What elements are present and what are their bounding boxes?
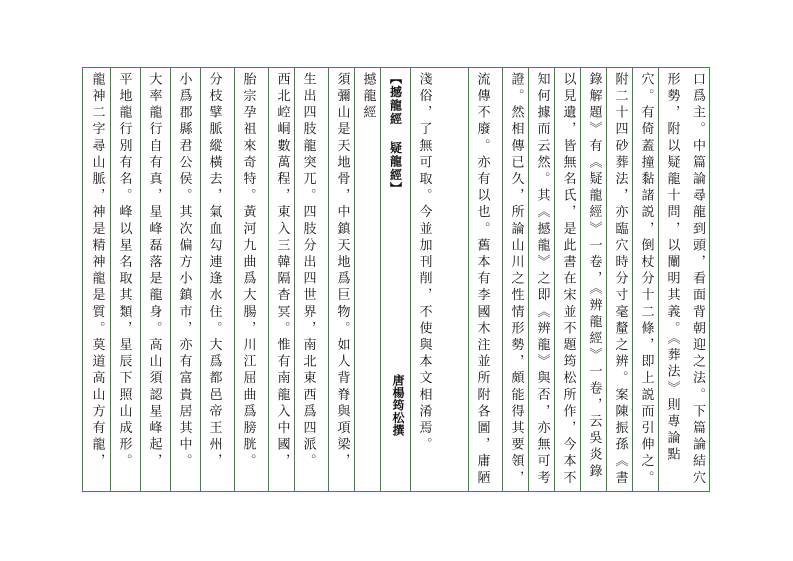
text-column-21: [82, 67, 110, 492]
text-column-5: [580, 67, 606, 492]
author-signature: 唐楊筠松撰: [391, 374, 405, 437]
text-column-4: [606, 67, 632, 492]
text-column-2: [658, 67, 684, 492]
text-column-6: [554, 67, 580, 492]
column-text: 淺俗，了無可取。今並加刊削，不使與本文相淆焉。: [416, 72, 432, 454]
column-text: 以見遺，皆無名氏，是此書在宋並不題筠松所作，今本不: [560, 72, 576, 487]
text-column-13: [328, 67, 354, 492]
text-column-17: [200, 67, 226, 492]
text-column-19: [140, 67, 166, 492]
column-text: 口爲主。中篇論尋龍到頭，看面背朝迎之法。下篇論結穴: [690, 72, 705, 487]
column-text: 生出四肢龍突兀。四肢分出四世界，南北東西爲四派。: [300, 72, 316, 471]
text-column-10: [410, 67, 436, 492]
text-column-8: [502, 67, 528, 492]
column-text: 小爲郡縣君公侯。其次偏方小鎮市，亦有富貴居其中。: [176, 72, 192, 471]
text-column-15: [268, 67, 294, 492]
column-text: 分枝擘脈縱橫去，氣血勾連逢水住。大爲都邑帝王州，: [206, 72, 222, 471]
text-column-16: [234, 67, 260, 492]
column-text: 平地龍行別有名。峰以星名取其類，星辰下照山成形。: [116, 72, 132, 471]
text-column-9: [468, 67, 494, 492]
text-column-12: [354, 67, 380, 492]
column-text: 附二十四砂葬法，亦臨穴時分寸毫釐之辨。案陳振孫《書: [612, 72, 628, 487]
column-text: 龍神二字尋山脈，神是精神龍是質。莫道高山方有龍，: [89, 72, 105, 471]
column-text: 穴。有倚蓋撞黏諸説，倒杖分十二條，即上説而引伸之。: [638, 72, 654, 487]
text-column-18: [170, 67, 196, 492]
text-column-1: [684, 67, 710, 492]
column-text: 證。然相傳已久，所論山川之性情形勢，頗能得其要領，: [508, 72, 524, 487]
column-text: 大率龍行自有真，星峰磊落是龍身。高山須認星峰起，: [146, 72, 162, 471]
column-text: 錄解題》有《疑龍經》一卷，《辨龍經》一卷，云吳炎錄: [586, 72, 602, 481]
text-column-20: [110, 67, 136, 492]
text-column-3: [632, 67, 658, 492]
text-column-7: [528, 67, 554, 492]
text-column-14: [294, 67, 320, 492]
section-title: 【撼龍經 疑龍經】: [388, 72, 403, 196]
column-heading: 撼龍經: [360, 72, 376, 122]
column-text: 知何據而云然。其《撼龍》之即《辨龍》與否，亦無可考: [534, 72, 550, 487]
column-text: 流傳不廢。亦有以也。舊本有李國木注並所附各圖，庸陋: [474, 72, 490, 487]
column-text: 須彌山是天地骨，中鎮天地爲巨物。如人背脊與項梁，: [334, 72, 350, 471]
column-text: 形勢，附以疑龍十問，以闡明其義。《葬法》則專論點: [664, 72, 680, 464]
column-text: 胎宗孕祖來奇特。黃河九曲爲大腸，川江屈曲爲膀胱。: [240, 72, 256, 471]
column-text: 西北崆峒數萬程，東入三韓隔杳冥。惟有南龍入中國，: [274, 72, 290, 471]
